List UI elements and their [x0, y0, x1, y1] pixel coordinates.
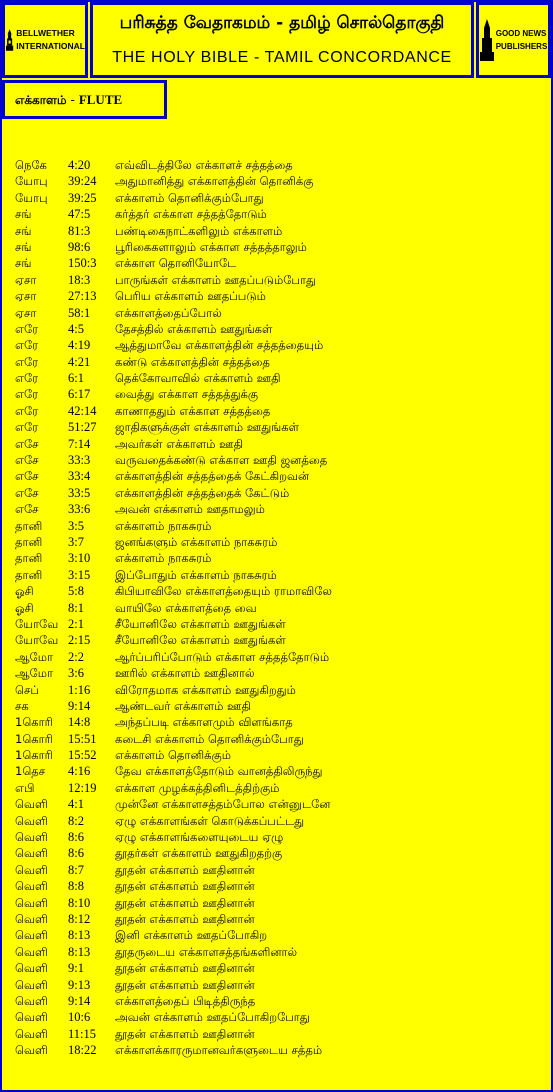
entry-text: ஆண்டவர் எக்காளம் ஊதி [115, 698, 251, 713]
entry-reference: 15:52 [68, 748, 97, 763]
entry-text: ஆத்துமாவே எக்காளத்தின் சத்தத்தையும் [115, 338, 324, 353]
entry-reference: 58:1 [68, 305, 91, 320]
entry-text: அவன் எக்காளம் ஊதாமலும் [115, 502, 265, 517]
entry-text: தூதன் எக்காளம் ஊதினான் [115, 961, 255, 976]
entry-book: ஏசா [15, 272, 37, 287]
entry-reference: 5:8 [68, 584, 84, 599]
entry-reference: 1:16 [68, 682, 91, 697]
list-item [15, 550, 547, 566]
title-tamil: பரிசுத்த வேதாகமம் - தமிழ் சொல்தொகுதி [119, 13, 445, 33]
entry-text: எக்காளத்தின் சத்தத்தைக் கேட்டும் [115, 485, 290, 500]
entry-book: ஓசி [15, 600, 34, 615]
entry-reference: 33:4 [68, 469, 91, 484]
list-item [15, 206, 547, 222]
entry-book: ஓசி [15, 584, 34, 599]
entry-book: ஏசா [15, 289, 37, 304]
list-item [15, 960, 547, 976]
entry-text: அதுமானித்து எக்காளத்தின் தொனிக்கு [115, 174, 314, 189]
entry-reference: 8:7 [68, 862, 84, 877]
entry-book: 1தெச [15, 764, 46, 779]
entry-book: சங் [15, 239, 32, 254]
entry-reference: 8:2 [68, 813, 84, 828]
list-item [15, 452, 547, 468]
entry-book: 1கொரி [15, 748, 53, 763]
entry-text: அவன் எக்காளம் ஊதப்போகிறபோது [115, 1010, 310, 1025]
entry-reference: 7:14 [68, 436, 91, 451]
entry-text: தேசத்தில் எக்காளம் ஊதுங்கள் [115, 321, 273, 336]
list-item [15, 305, 547, 321]
entry-book: எசே [15, 469, 39, 484]
list-item [15, 731, 547, 747]
list-item [15, 878, 547, 894]
entry-text: எக்காளம் தொனிக்கும்போது [115, 190, 264, 205]
entry-reference: 81:3 [68, 223, 91, 238]
entry-heading [2, 80, 167, 119]
bell-tower-icon [5, 19, 14, 61]
entry-reference: 42:14 [68, 403, 97, 418]
list-item [15, 993, 547, 1009]
entry-book: யோபு [15, 174, 48, 189]
entry-book: சக [15, 698, 29, 713]
entry-book: வெளி [15, 928, 48, 943]
entry-book: எரே [15, 321, 39, 336]
entry-text: தூதருடைய எக்காளசத்தங்களினால் [115, 944, 298, 959]
list-item [15, 649, 547, 665]
entry-text: எக்காளத்தைப்போல் [115, 305, 222, 320]
entry-book: யோவே [15, 633, 59, 648]
list-item [15, 436, 547, 452]
entry-book: வெளி [15, 895, 48, 910]
entry-reference: 8:6 [68, 846, 84, 861]
bellwether-logo [2, 2, 88, 78]
list-item [15, 1026, 547, 1042]
entry-text: எக்காளத்தைப் பிடித்திருந்த [115, 993, 256, 1008]
entry-reference: 4:21 [68, 354, 91, 369]
entry-reference: 98:6 [68, 239, 91, 254]
entry-book: வெளி [15, 944, 48, 959]
list-item [15, 698, 547, 714]
entry-text: தூதன் எக்காளம் ஊதினான் [115, 895, 255, 910]
entry-reference: 12:19 [68, 780, 97, 795]
list-item [15, 977, 547, 993]
entry-book: ஆமோ [15, 666, 53, 681]
list-item [15, 272, 547, 288]
list-item [15, 780, 547, 796]
list-item [15, 1042, 547, 1058]
entry-text: கிபியாவிலே எக்காளத்தையும் ராமாவிலே [115, 584, 332, 599]
entry-text: சீயோனிலே எக்காளம் ஊதுங்கள் [115, 633, 286, 648]
entry-reference: 4:19 [68, 338, 91, 353]
entry-book: சங் [15, 256, 32, 271]
entry-text: தூதன் எக்காளம் ஊதினான் [115, 977, 255, 992]
entry-text: பண்டிகைநாட்களிலும் எக்காளம் [115, 223, 283, 238]
entry-book: தானி [15, 534, 43, 549]
entry-text: பூரிகைகளாலும் எக்காள சத்தத்தாலும் [115, 239, 307, 254]
list-item [15, 583, 547, 599]
list-item [15, 911, 547, 927]
entry-reference: 11:15 [68, 1026, 97, 1041]
entry-reference: 3:6 [68, 666, 84, 681]
list-item [15, 190, 547, 206]
entry-book: தானி [15, 567, 43, 582]
list-item [15, 223, 547, 239]
entry-reference: 3:10 [68, 551, 91, 566]
entry-text: எக்காளம் தொனிக்கும் [115, 748, 231, 763]
title-english: THE HOLY BIBLE - TAMIL CONCORDANCE [112, 49, 452, 66]
entry-text: தெக்கோவாவில் எக்காளம் ஊதி [115, 371, 281, 386]
list-item [15, 288, 547, 304]
list-item [15, 255, 547, 271]
concordance-list [15, 157, 547, 1058]
entry-reference: 4:1 [68, 797, 84, 812]
entry-reference: 8:13 [68, 944, 91, 959]
entry-reference: 8:10 [68, 895, 91, 910]
list-item [15, 616, 547, 632]
entry-reference: 33:6 [68, 502, 91, 517]
entry-text: தூதன் எக்காளம் ஊதினான் [115, 911, 255, 926]
entry-text: சீயோனிலே எக்காளம் ஊதுங்கள் [115, 616, 286, 631]
entry-text: இனி எக்காளம் ஊதப்போகிற [115, 928, 268, 943]
entry-book: வெளி [15, 797, 48, 812]
entry-book: வெளி [15, 862, 48, 877]
logo-right-line1: GOOD NEWS [495, 29, 547, 38]
entry-book: வெளி [15, 961, 48, 976]
list-item [15, 501, 547, 517]
entry-reference: 27:13 [68, 289, 97, 304]
entry-book: வெளி [15, 879, 48, 894]
list-item [15, 829, 547, 845]
entry-reference: 6:17 [68, 387, 91, 402]
list-item [15, 403, 547, 419]
entry-book: வெளி [15, 1026, 48, 1041]
entry-reference: 2:2 [68, 649, 84, 664]
entry-book: எசே [15, 436, 39, 451]
entry-text: எக்காள முழக்கத்தினிடத்திற்கும் [115, 780, 280, 795]
entry-reference: 39:24 [68, 174, 97, 189]
entry-text: ஜாதிகளுக்குள் எக்காளம் ஊதுங்கள் [115, 420, 299, 435]
entry-reference: 3:7 [68, 534, 84, 549]
entry-reference: 4:16 [68, 764, 91, 779]
entry-book: செப் [15, 682, 39, 697]
entry-text: ஜனங்களும் எக்காளம் நாகசுரம் [115, 534, 278, 549]
entry-reference: 18:22 [68, 1043, 97, 1058]
entry-book: எசே [15, 453, 39, 468]
entry-reference: 150:3 [68, 256, 97, 271]
entry-text: எவ்விடத்திலே எக்காளச் சத்தத்தை [115, 158, 293, 172]
list-item [15, 534, 547, 550]
entry-text: கண்டு எக்காளத்தின் சத்தத்தை [115, 354, 270, 369]
heading-word-tamil: எக்காளம் [15, 93, 67, 107]
entry-reference: 18:3 [68, 272, 91, 287]
list-item [15, 370, 547, 386]
entry-text: வருவதைக்கண்டு எக்காள ஊதி ஜனத்தை [115, 453, 328, 468]
entry-text: ஊரில் எக்காளம் ஊதினால் [115, 666, 255, 681]
entry-text: தூதன் எக்காளம் ஊதினான் [115, 1026, 255, 1041]
entry-book: எபி [15, 780, 35, 795]
list-item [15, 665, 547, 681]
entry-text: ஏழு எக்காளங்களையுடைய ஏழு [115, 830, 284, 845]
list-item [15, 813, 547, 829]
list-item [15, 419, 547, 435]
list-item [15, 386, 547, 402]
entry-reference: 3:5 [68, 518, 84, 533]
entry-text: பாருங்கள் எக்காளம் ஊதப்படும்போது [115, 272, 316, 287]
entry-text: கர்த்தர் எக்காள சத்தத்தோடும் [115, 207, 267, 222]
entry-book: எரே [15, 338, 39, 353]
logo-left-line2: INTERNATIONAL [16, 41, 85, 51]
entry-text: எக்காளத்தின் சத்தத்தைக் கேட்கிறவன் [115, 469, 310, 484]
entry-reference: 9:14 [68, 698, 91, 713]
entry-text: எக்காள தொனியோடே [115, 256, 237, 271]
entry-book: எசே [15, 502, 39, 517]
list-item [15, 1009, 547, 1025]
entry-text: பெரிய எக்காளம் ஊதப்படும் [115, 289, 266, 304]
entry-text: கடைசி எக்காளம் தொனிக்கும்போது [115, 731, 304, 746]
entry-book: எரே [15, 354, 39, 369]
entry-book: எரே [15, 420, 39, 435]
entry-reference: 3:15 [68, 567, 91, 582]
list-item [15, 763, 547, 779]
entry-text: தேவ எக்காளத்தோடும் வானத்திலிருந்து [115, 764, 323, 779]
entry-book: 1கொரி [15, 731, 53, 746]
entry-text: காணாததும் எக்காள சத்தத்தை [115, 403, 271, 418]
list-item [15, 321, 547, 337]
entry-text: ஆர்ப்பரிப்போடும் எக்காள சத்தத்தோடும் [115, 649, 330, 664]
entry-reference: 4:20 [68, 158, 91, 172]
list-item [15, 862, 547, 878]
entry-reference: 9:1 [68, 961, 84, 976]
entry-text: அவர்கள் எக்காளம் ஊதி [115, 436, 244, 451]
entry-text: ஏழு எக்காளங்கள் கொடுக்கப்பட்டது [115, 813, 305, 828]
entry-book: வெளி [15, 846, 48, 861]
entry-reference: 51:27 [68, 420, 97, 435]
entry-reference: 14:8 [68, 715, 91, 730]
logo-left-line1: BELLWETHER [16, 28, 75, 38]
entry-text: விரோதமாக எக்காளம் ஊதுகிறதும் [115, 682, 296, 697]
entry-reference: 8:8 [68, 879, 84, 894]
list-item [15, 337, 547, 353]
entry-text: இப்போதும் எக்காளம் நாகசுரம் [115, 567, 277, 582]
entry-book: எரே [15, 387, 39, 402]
heading-separator: - [70, 93, 75, 107]
list-item [15, 714, 547, 730]
entry-text: தூதர்கள் எக்காளம் ஊதுகிறதற்கு [115, 846, 283, 861]
entry-text: அந்தப்படி எக்காளமும் விளங்காத [115, 715, 293, 730]
entry-reference: 8:6 [68, 830, 84, 845]
entry-book: வெளி [15, 993, 48, 1008]
entry-text: தூதன் எக்காளம் ஊதினான் [115, 879, 255, 894]
entry-reference: 9:14 [68, 993, 91, 1008]
entry-text: எக்காளக்காரருமானவர்களுடைய சத்தம் [115, 1043, 323, 1058]
entry-book: வெளி [15, 1010, 48, 1025]
heading-word-english: FLUTE [78, 92, 123, 107]
entry-book: எரே [15, 371, 39, 386]
good-news-logo [476, 2, 551, 78]
entry-book: வெளி [15, 813, 48, 828]
entry-book: வெளி [15, 977, 48, 992]
entry-book: நெகே [15, 158, 47, 172]
entry-text: முன்னே எக்காளசத்தம்போல என்னுடனே [115, 797, 331, 812]
entry-book: 1கொரி [15, 715, 53, 730]
entry-reference: 33:5 [68, 485, 91, 500]
tower-icon [480, 19, 494, 61]
entry-reference: 6:1 [68, 371, 84, 386]
list-item [15, 796, 547, 812]
entry-book: யோபு [15, 190, 48, 205]
list-item [15, 173, 547, 189]
entry-book: எரே [15, 403, 39, 418]
list-item [15, 600, 547, 616]
list-item [15, 895, 547, 911]
entry-text: வைத்து எக்காள சத்தத்துக்கு [115, 387, 259, 402]
entry-book: வெளி [15, 830, 48, 845]
entry-book: தானி [15, 551, 43, 566]
entry-reference: 8:12 [68, 911, 91, 926]
entry-reference: 4:5 [68, 321, 84, 336]
entry-reference: 47:5 [68, 207, 91, 222]
entry-text: எக்காளம் நாகசுரம் [115, 518, 212, 533]
list-item [15, 518, 547, 534]
entry-reference: 9:13 [68, 977, 91, 992]
logo-right-line2: PUBLISHERS [495, 42, 548, 51]
entry-reference: 15:51 [68, 731, 97, 746]
entry-reference: 2:15 [68, 633, 91, 648]
entry-text: தூதன் எக்காளம் ஊதினான் [115, 862, 255, 877]
entry-book: சங் [15, 223, 32, 238]
entry-reference: 39:25 [68, 190, 97, 205]
list-item [15, 567, 547, 583]
list-item [15, 845, 547, 861]
entry-book: தானி [15, 518, 43, 533]
list-item [15, 468, 547, 484]
list-item [15, 944, 547, 960]
title-header [90, 2, 474, 78]
entry-reference: 33:3 [68, 453, 91, 468]
entry-book: சங் [15, 207, 32, 222]
list-item [15, 927, 547, 943]
entry-reference: 10:6 [68, 1010, 91, 1025]
list-item [15, 747, 547, 763]
entry-book: வெளி [15, 1043, 48, 1058]
entry-book: ஆமோ [15, 649, 53, 664]
entry-text: எக்காளம் நாகசுரம் [115, 551, 212, 566]
entry-reference: 8:13 [68, 928, 91, 943]
entry-book: எசே [15, 485, 39, 500]
list-item [15, 354, 547, 370]
entry-text: வாயிலே எக்காளத்தை வை [115, 600, 257, 615]
entry-book: யோவே [15, 616, 59, 631]
list-item [15, 682, 547, 698]
list-item [15, 157, 547, 173]
entry-book: ஏசா [15, 305, 37, 320]
entry-reference: 8:1 [68, 600, 84, 615]
entry-book: வெளி [15, 911, 48, 926]
list-item [15, 632, 547, 648]
list-item [15, 485, 547, 501]
entry-reference: 2:1 [68, 616, 84, 631]
list-item [15, 239, 547, 255]
